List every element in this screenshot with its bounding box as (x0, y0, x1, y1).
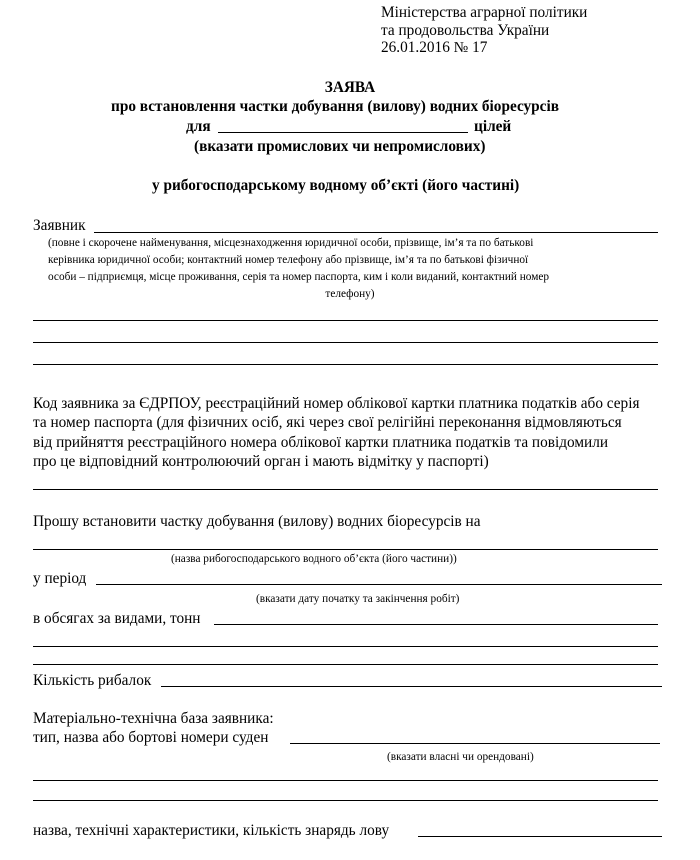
applicant-hint-line-4: телефону) (325, 288, 375, 300)
applicant-extra-line-3[interactable] (33, 364, 658, 365)
purpose-hint: (вказати промислових чи непромислових) (194, 138, 486, 155)
volumes-label: в обсягах за видами, тонн (33, 610, 201, 627)
water-object-hint: (назва рибогосподарського водного об’єкта (його частини)) (171, 553, 457, 565)
code-line-1: Код заявника за ЄДРПОУ, реєстраційний номер облікової картки платника податків або серія (33, 395, 640, 412)
material-base-label: Матеріально-технічна база заявника: (33, 710, 274, 727)
water-object-field[interactable] (33, 549, 658, 550)
ministry-line-2: та продовольства України (381, 21, 550, 39)
vessels-label: тип, назва або бортові номери суден (33, 729, 269, 746)
period-label: у період (33, 570, 87, 587)
fishermen-label: Кількість рибалок (33, 672, 152, 689)
vessels-field[interactable] (290, 743, 660, 744)
request-label: Прошу встановити частку добування (вилову) водних біоресурсів на (33, 513, 481, 530)
fishermen-field[interactable] (161, 686, 662, 687)
title-for-prefix: для (186, 118, 211, 135)
title-purpose-suffix: цілей (474, 118, 512, 135)
ministry-line-1: Міністерства аграрної політики (381, 4, 588, 21)
vessels-hint: (вказати власні чи орендовані) (387, 751, 534, 763)
period-hint: (вказати дату початку та закінчення робіт) (256, 593, 460, 605)
title-line-2: про встановлення частки добування (вилову) водних біоресурсів (111, 98, 559, 115)
volumes-extra-line-2[interactable] (33, 664, 658, 665)
gear-label: назва, технічні характеристики, кількість знарядь лову (33, 822, 390, 839)
vessels-extra-line-1[interactable] (33, 780, 658, 781)
order-date-number: 26.01.2016 № 17 (381, 39, 488, 56)
applicant-hint-line-2: керівника юридичної особи; контактний номер телефону або прізвище, ім’я та по батькові фізичної (48, 254, 529, 266)
applicant-field[interactable] (94, 232, 658, 233)
vessels-extra-line-2[interactable] (33, 800, 658, 801)
volumes-extra-line-1[interactable] (33, 646, 658, 647)
applicant-hint-line-3: особи – підприємця, місце проживання, серія та номер паспорта, ким і коли виданий, контактний номер (48, 271, 550, 283)
title-line-5: у рибогосподарському водному об’єкті (його частині) (152, 177, 520, 194)
volumes-field[interactable] (214, 624, 658, 625)
applicant-hint-line-1: (повне і скорочене найменування, місцезнаходження юридичної особи, прізвище, ім’я та по батькові (48, 237, 534, 249)
code-line-4: про це відповідний контролюючий орган і мають відмітку у паспорті) (33, 453, 489, 470)
period-field[interactable] (96, 584, 662, 585)
code-field[interactable] (33, 489, 658, 490)
purpose-field[interactable] (218, 132, 468, 133)
code-line-2: та номер паспорта (для фізичних осіб, які через свої релігійні переконання відмовляються (33, 414, 622, 431)
applicant-label: Заявник (33, 217, 86, 234)
applicant-extra-line-1[interactable] (33, 320, 658, 321)
applicant-extra-line-2[interactable] (33, 342, 658, 343)
document-title: ЗАЯВА (324, 79, 376, 96)
gear-field[interactable] (418, 836, 662, 837)
ministry-reference (381, 4, 587, 57)
code-line-3: від прийняття реєстраційного номера облікової картки платника податків та повідомили (33, 434, 609, 451)
